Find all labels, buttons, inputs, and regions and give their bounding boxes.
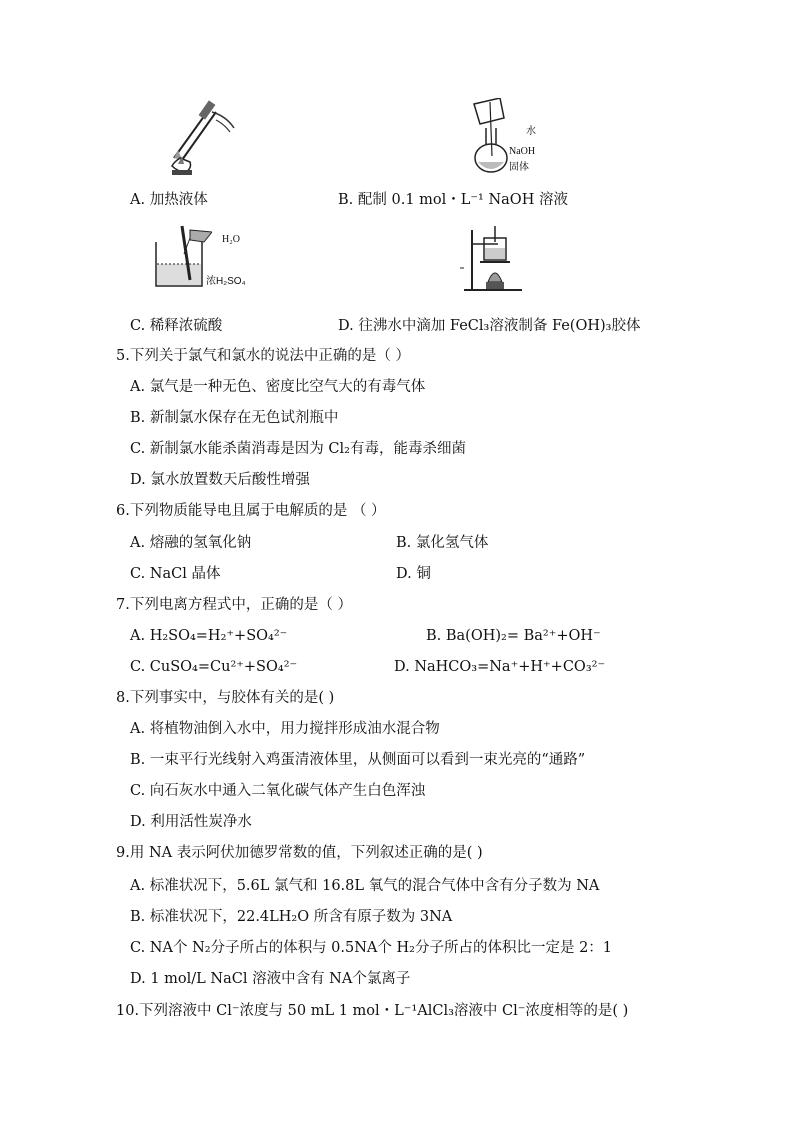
- q9-option-d: D. 1 mol/L NaCl 溶液中含有 NA个氯离子: [130, 971, 411, 987]
- label-conc-h2so4: 浓H₂SO₄: [206, 276, 246, 287]
- q6-option-c: C. NaCl 晶体: [130, 566, 221, 582]
- q8-option-d: D. 利用活性炭净水: [130, 814, 252, 830]
- q5-option-d: D. 氯水放置数天后酸性增强: [130, 472, 310, 488]
- q9-option-b: B. 标准状况下，22.4LH₂O 所含有原子数为 3NA: [130, 909, 453, 925]
- figure-d-boiling-setup: [458, 224, 528, 294]
- q9-option-c: C. NA个 N₂分子所占的体积与 0.5NA个 H₂分子所占的体积比一定是 2：1: [130, 940, 613, 956]
- q7-option-b: B. Ba(OH)₂= Ba²⁺+OH⁻: [426, 628, 601, 644]
- q6-option-b: B. 氯化氢气体: [396, 535, 489, 551]
- label-naoh: NaOH: [509, 146, 536, 157]
- q10-stem: 10.下列溶液中 Cl⁻浓度与 50 mL 1 mol・L⁻¹AlCl₃溶液中 Cl⁻浓度相等的是( ): [116, 1003, 629, 1019]
- q5-stem: 5.下列关于氯气和氯水的说法中正确的是（ ）: [116, 348, 410, 364]
- q7-stem: 7.下列电离方程式中，正确的是（ ）: [116, 597, 352, 613]
- q5-option-c: C. 新制氯水能杀菌消毒是因为 Cl₂有毒，能毒杀细菌: [130, 441, 466, 457]
- label-water: 水: [526, 126, 536, 137]
- label-h2o: H₂O: [222, 234, 240, 245]
- q7-option-a: A. H₂SO₄=H₂⁺+SO₄²⁻: [130, 628, 288, 644]
- q8-option-c: C. 向石灰水中通入二氧化碳气体产生白色浑浊: [130, 783, 426, 799]
- q5-option-b: B. 新制氯水保存在无色试剂瓶中: [130, 410, 339, 426]
- q9-stem: 9.用 NA 表示阿伏加德罗常数的值，下列叙述正确的是( ): [116, 845, 483, 861]
- q6-option-d: D. 铜: [396, 566, 431, 582]
- q6-stem: 6.下列物质能导电且属于电解质的是 （ ）: [116, 503, 386, 519]
- q8-stem: 8.下列事实中，与胶体有关的是( ): [116, 690, 335, 706]
- q8-option-b: B. 一束平行光线射入鸡蛋清液体里，从侧面可以看到一束光亮的“通路”: [130, 752, 586, 768]
- label-solid: 固体: [509, 162, 529, 173]
- q8-option-a: A. 将植物油倒入水中，用力搅拌形成油水混合物: [130, 721, 440, 737]
- option-a-caption: A. 加热液体: [130, 192, 208, 208]
- q5-option-a: A. 氯气是一种无色、密度比空气大的有毒气体: [130, 379, 426, 395]
- option-b-caption: B. 配制 0.1 mol・L⁻¹ NaOH 溶液: [338, 192, 568, 208]
- q6-option-a: A. 熔融的氢氧化钠: [130, 535, 252, 551]
- q7-option-d: D. NaHCO₃=Na⁺+H⁺+CO₃²⁻: [394, 659, 606, 675]
- q9-option-a: A. 标准状况下，5.6L 氯气和 16.8L 氧气的混合气体中含有分子数为 NA: [130, 878, 600, 894]
- option-d-caption: D. 往沸水中滴加 FeCl₃溶液制备 Fe(OH)₃胶体: [338, 318, 641, 334]
- option-c-caption: C. 稀释浓硫酸: [130, 318, 223, 334]
- figure-a-heating-liquid: [160, 98, 240, 176]
- figure-c-diluting-acid: [152, 224, 212, 290]
- q7-option-c: C. CuSO₄=Cu²⁺+SO₄²⁻: [130, 659, 298, 675]
